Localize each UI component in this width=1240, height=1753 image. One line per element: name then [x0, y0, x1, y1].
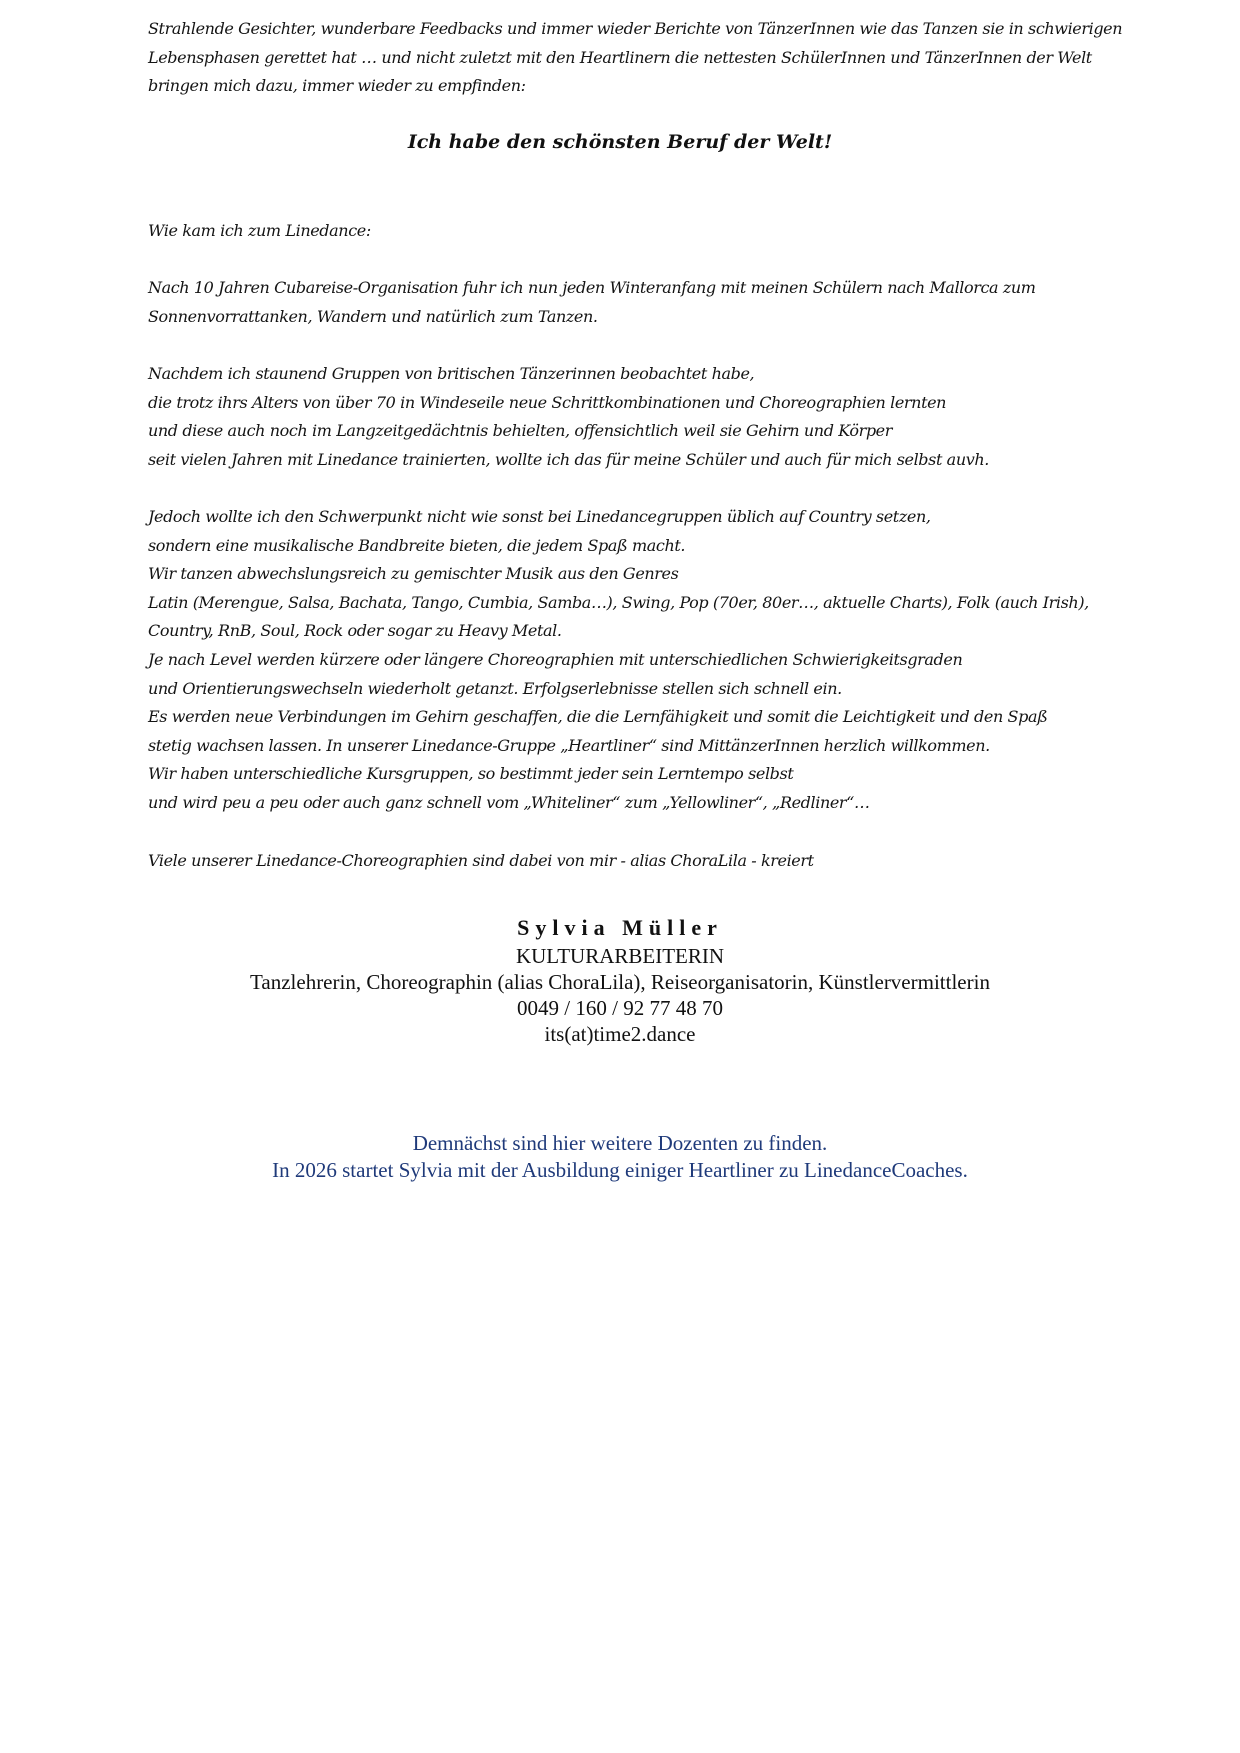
paragraph-line: Viele unserer Linedance-Choreographien sind dabei von mir - alias ChoraLila - kreiert: [148, 851, 814, 870]
paragraph-line: stetig wachsen lassen. In unserer Linedance-Gruppe „Heartliner“ sind MittänzerInnen herzlich willkommen.: [148, 735, 990, 755]
intro-line: Lebensphasen gerettet hat … und nicht zuletzt mit den Heartlinern die nettesten SchülerInnen und TänzerInnen der Welt: [148, 47, 1092, 67]
intro-line: bringen mich dazu, immer wieder zu empfinden:: [148, 76, 526, 96]
paragraph-line: Wir tanzen abwechslungsreich zu gemischter Musik aus den Genres: [148, 564, 679, 584]
paragraph-line: und wird peu a peu oder auch ganz schnell vom „Whiteliner“ zum „Yellowliner“, „Redliner“…: [148, 792, 870, 812]
paragraph-line: sondern eine musikalische Bandbreite bieten, die jedem Spaß macht.: [148, 535, 686, 555]
paragraph-line: Country, RnB, Soul, Rock oder sogar zu Heavy Metal.: [148, 621, 562, 641]
intro-paragraph: [148, 15, 1123, 101]
paragraph-line: die trotz ihrs Alters von über 70 in Windeseile neue Schrittkombinationen und Choreographien lernten: [148, 392, 947, 412]
paragraph-line: Je nach Level werden kürzere oder längere Choreographien mit unterschiedlichen Schwierigkeitsgraden: [148, 649, 963, 669]
signature-phone: 0049 / 160 / 92 77 48 70: [517, 996, 723, 1020]
paragraph-line: und diese auch noch im Langzeitgedächtnis behielten, offensichtlich weil sie Gehirn und Körper: [148, 421, 892, 441]
signature-title: KULTURARBEITERIN: [515, 944, 725, 968]
paragraph-british-dancers: [148, 360, 1108, 474]
paragraph-line: Jedoch wollte ich den Schwerpunkt nicht wie sonst bei Linedancegruppen üblich auf Country setzen,: [148, 507, 931, 526]
announcement-line: In 2026 startet Sylvia mit der Ausbildung einiger Heartliner zu LinedanceCoaches.: [272, 1158, 968, 1182]
signature-name: Sylvia Müller: [517, 915, 723, 940]
paragraph-mallorca: [148, 274, 1108, 331]
paragraph-line: Sonnenvorrattanken, Wandern und natürlich zum Tanzen.: [148, 306, 598, 326]
announcement-block: [0, 1130, 1240, 1184]
announcement-line: Demnächst sind hier weitere Dozenten zu finden.: [412, 1131, 828, 1155]
paragraph-line: Nachdem ich staunend Gruppen von britischen Tänzerinnen beobachtet habe,: [148, 364, 755, 383]
paragraph-line: Nach 10 Jahren Cubareise-Organisation fuhr ich nun jeden Winteranfang mit meinen Schülern nach Mallorca zum: [148, 278, 1036, 297]
paragraph-line: und Orientierungswechseln wiederholt getanzt. Erfolgserlebnisse stellen sich schnell ein.: [148, 678, 842, 698]
paragraph-music-genres: [148, 503, 1108, 818]
paragraph-line: Latin (Merengue, Salsa, Bachata, Tango, Cumbia, Samba…), Swing, Pop (70er, 80er…, aktuelle Charts), Folk (auch Irish),: [148, 592, 1089, 612]
paragraph-choreographies: [148, 847, 1108, 876]
motto-heading: Ich habe den schönsten Beruf der Welt!: [407, 131, 833, 153]
paragraph-line: seit vielen Jahren mit Linedance trainierten, wollte ich das für meine Schüler und auch für mich selbst auvh.: [148, 449, 989, 469]
intro-line: Strahlende Gesichter, wunderbare Feedbacks und immer wieder Berichte von TänzerInnen wie das Tanzen sie in schwierigen: [148, 19, 1123, 38]
signature-email: its(at)time2.dance: [544, 1022, 696, 1046]
paragraph-line: Es werden neue Verbindungen im Gehirn geschaffen, die die Lernfähigkeit und somit die Leichtigkeit und den Spaß: [148, 707, 1048, 727]
signature-roles: Tanzlehrerin, Choreographin (alias ChoraLila), Reiseorganisatorin, Künstlervermittlerin: [250, 970, 990, 994]
question-line: Wie kam ich zum Linedance:: [148, 221, 371, 240]
paragraph-line: Wir haben unterschiedliche Kursgruppen, so bestimmt jeder sein Lerntempo selbst: [148, 764, 794, 784]
question-heading: [148, 217, 1108, 246]
signature-block: [0, 913, 1240, 1047]
